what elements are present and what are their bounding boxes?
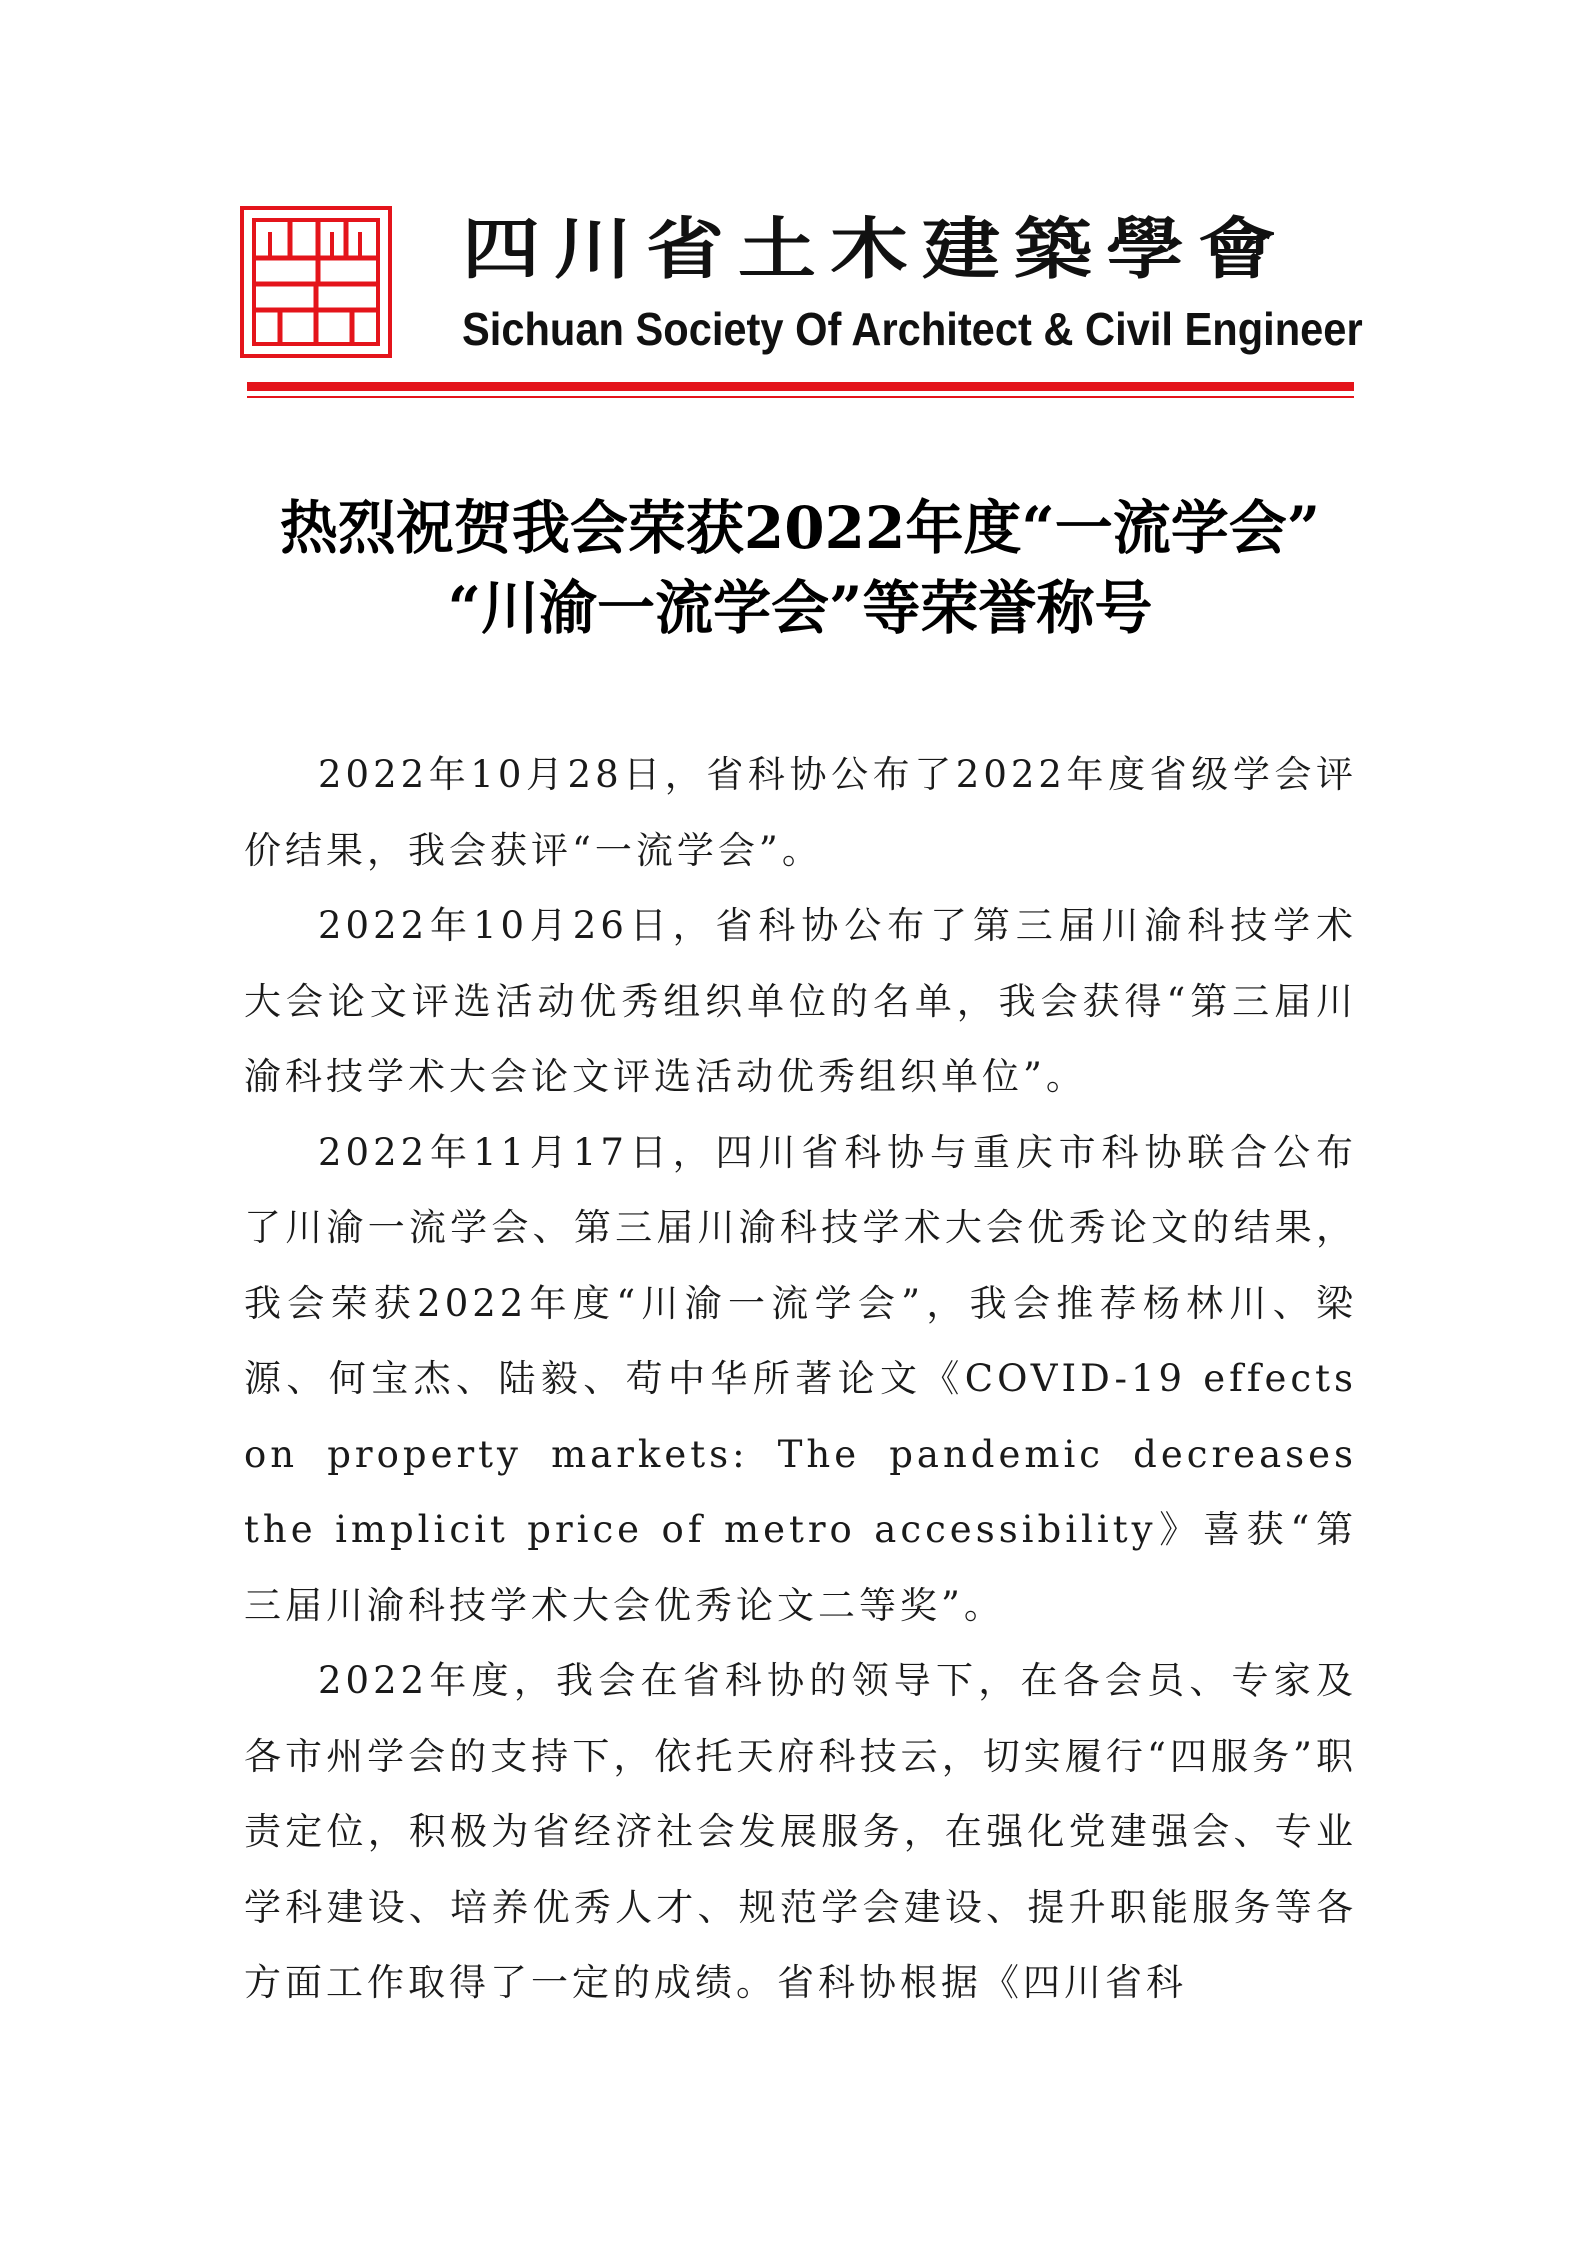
org-name-english: Sichuan Society Of Architect & Civil Engineer: [462, 303, 1363, 355]
document-body: [244, 737, 1357, 2021]
paragraph-3: 2022年11月17日，四川省科协与重庆市科协联合公布了川渝一流学会、第三届川渝科技学术大会优秀论文的结果，我会荣获2022年度“川渝一流学会”，我会推荐杨林川、梁源、何宝杰、陆毅、苟中华所著论文《COVID-19 effects on property markets: The pandemic decreases the implicit price of metro accessibility》喜获“第三届川渝科技学术大会优秀论文二等奖”。: [244, 1130, 1357, 1627]
org-name-chinese: 四川省土木建築學會: [462, 210, 1291, 289]
paragraph-4: 2022年度，我会在省科协的领导下，在各会员、专家及各市州学会的支持下，依托天府科技云，切实履行“四服务”职责定位，积极为省经济社会发展服务，在强化党建强会、专业学科建设、培养优秀人才、规范学会建设、提升职能服务等各方面工作取得了一定的成绩。省科协根据《四川省科: [244, 1659, 1357, 2004]
header-rule-thick: [247, 382, 1354, 391]
paragraph-2: 2022年10月26日，省科协公布了第三届川渝科技学术大会论文评选活动优秀组织单位的名单，我会获得“第三届川渝科技学术大会论文评选活动优秀组织单位”。: [244, 904, 1357, 1098]
document-title: [240, 488, 1360, 648]
society-seal-logo: [240, 206, 392, 358]
header-rule-thin: [247, 396, 1354, 398]
paragraph-1: 2022年10月28日，省科协公布了2022年度省级学会评价结果，我会获评“一流学会”。: [244, 753, 1357, 872]
title-line-2: “川渝一流学会”等荣誉称号: [447, 574, 1153, 642]
title-line-1: 热烈祝贺我会荣获2022年度“一流学会”: [279, 494, 1321, 562]
